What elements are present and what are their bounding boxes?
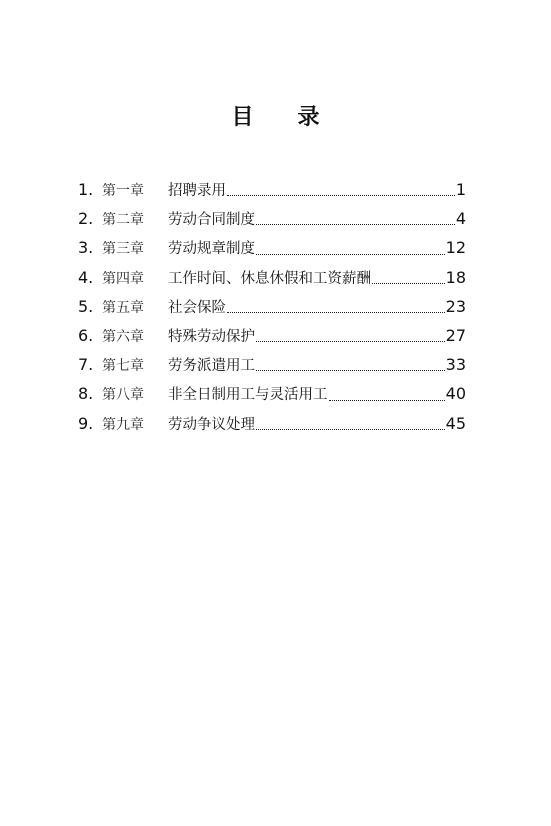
dot-leader <box>256 321 445 350</box>
toc-entry-chapter: 第九章 <box>102 416 144 433</box>
toc-entry-chapter: 第八章 <box>102 387 144 404</box>
toc-entry-2[interactable] <box>78 204 466 233</box>
toc-entry-page: 33 <box>445 355 466 375</box>
dot-leader <box>227 175 455 204</box>
toc-entry-page: 23 <box>445 296 466 316</box>
toc-entry-chapter: 第一章 <box>102 183 144 199</box>
toc-entry-number: 5. <box>78 296 94 316</box>
toc-entry-title: 劳动合同制度 <box>168 212 255 229</box>
toc-entry-page: 40 <box>445 384 466 404</box>
toc-entry-8[interactable] <box>78 379 466 408</box>
toc-entry-4[interactable] <box>78 263 466 292</box>
dot-leader <box>372 263 445 292</box>
toc-entry-page: 45 <box>445 413 466 433</box>
toc-entry-title: 社会保险 <box>168 299 226 316</box>
toc-title-char-2: 录 <box>297 105 320 130</box>
toc-entry-1[interactable] <box>78 175 466 204</box>
toc-entry-number: 2. <box>78 209 94 229</box>
toc-entry-title: 工作时间、休息休假和工资薪酬 <box>168 270 371 287</box>
toc-entry-chapter: 第七章 <box>102 358 144 375</box>
toc-title <box>0 100 551 131</box>
toc-entry-title: 劳动规章制度 <box>168 241 255 258</box>
toc-entry-title: 特殊劳动保护 <box>168 328 255 345</box>
toc-entry-page: 27 <box>445 325 466 345</box>
toc-entry-number: 4. <box>78 267 94 287</box>
toc-entry-number: 7. <box>78 355 94 375</box>
toc-entry-3[interactable] <box>78 233 466 262</box>
toc-entry-chapter: 第六章 <box>102 328 144 345</box>
toc-entry-chapter: 第五章 <box>102 299 144 316</box>
toc-entry-page: 12 <box>445 238 466 258</box>
toc-entry-number: 3. <box>78 238 94 258</box>
dot-leader <box>256 204 455 233</box>
toc-entry-5[interactable] <box>78 292 466 321</box>
toc-entry-number: 6. <box>78 325 94 345</box>
toc-entry-page: 1 <box>455 180 466 199</box>
dot-leader <box>329 379 445 408</box>
toc-entry-chapter: 第四章 <box>102 270 144 287</box>
dot-leader <box>256 409 445 438</box>
toc-entry-chapter: 第三章 <box>102 241 144 258</box>
toc-entry-title: 招聘录用 <box>168 183 226 199</box>
toc-list <box>78 175 466 438</box>
toc-entry-chapter: 第二章 <box>102 212 144 229</box>
toc-entry-6[interactable] <box>78 321 466 350</box>
toc-entry-title: 劳动争议处理 <box>168 416 255 433</box>
dot-leader <box>256 233 445 262</box>
toc-entry-number: 9. <box>78 413 94 433</box>
toc-entry-number: 1. <box>78 180 94 199</box>
toc-entry-title: 非全日制用工与灵活用工 <box>168 387 328 404</box>
toc-entry-page: 18 <box>445 267 466 287</box>
toc-title-char-1: 目 <box>231 105 254 130</box>
toc-entry-number: 8. <box>78 384 94 404</box>
dot-leader <box>256 350 445 379</box>
toc-entry-page: 4 <box>455 209 466 229</box>
toc-entry-9[interactable] <box>78 409 466 438</box>
dot-leader <box>227 292 445 321</box>
toc-entry-7[interactable] <box>78 350 466 379</box>
toc-entry-title: 劳务派遣用工 <box>168 358 255 375</box>
